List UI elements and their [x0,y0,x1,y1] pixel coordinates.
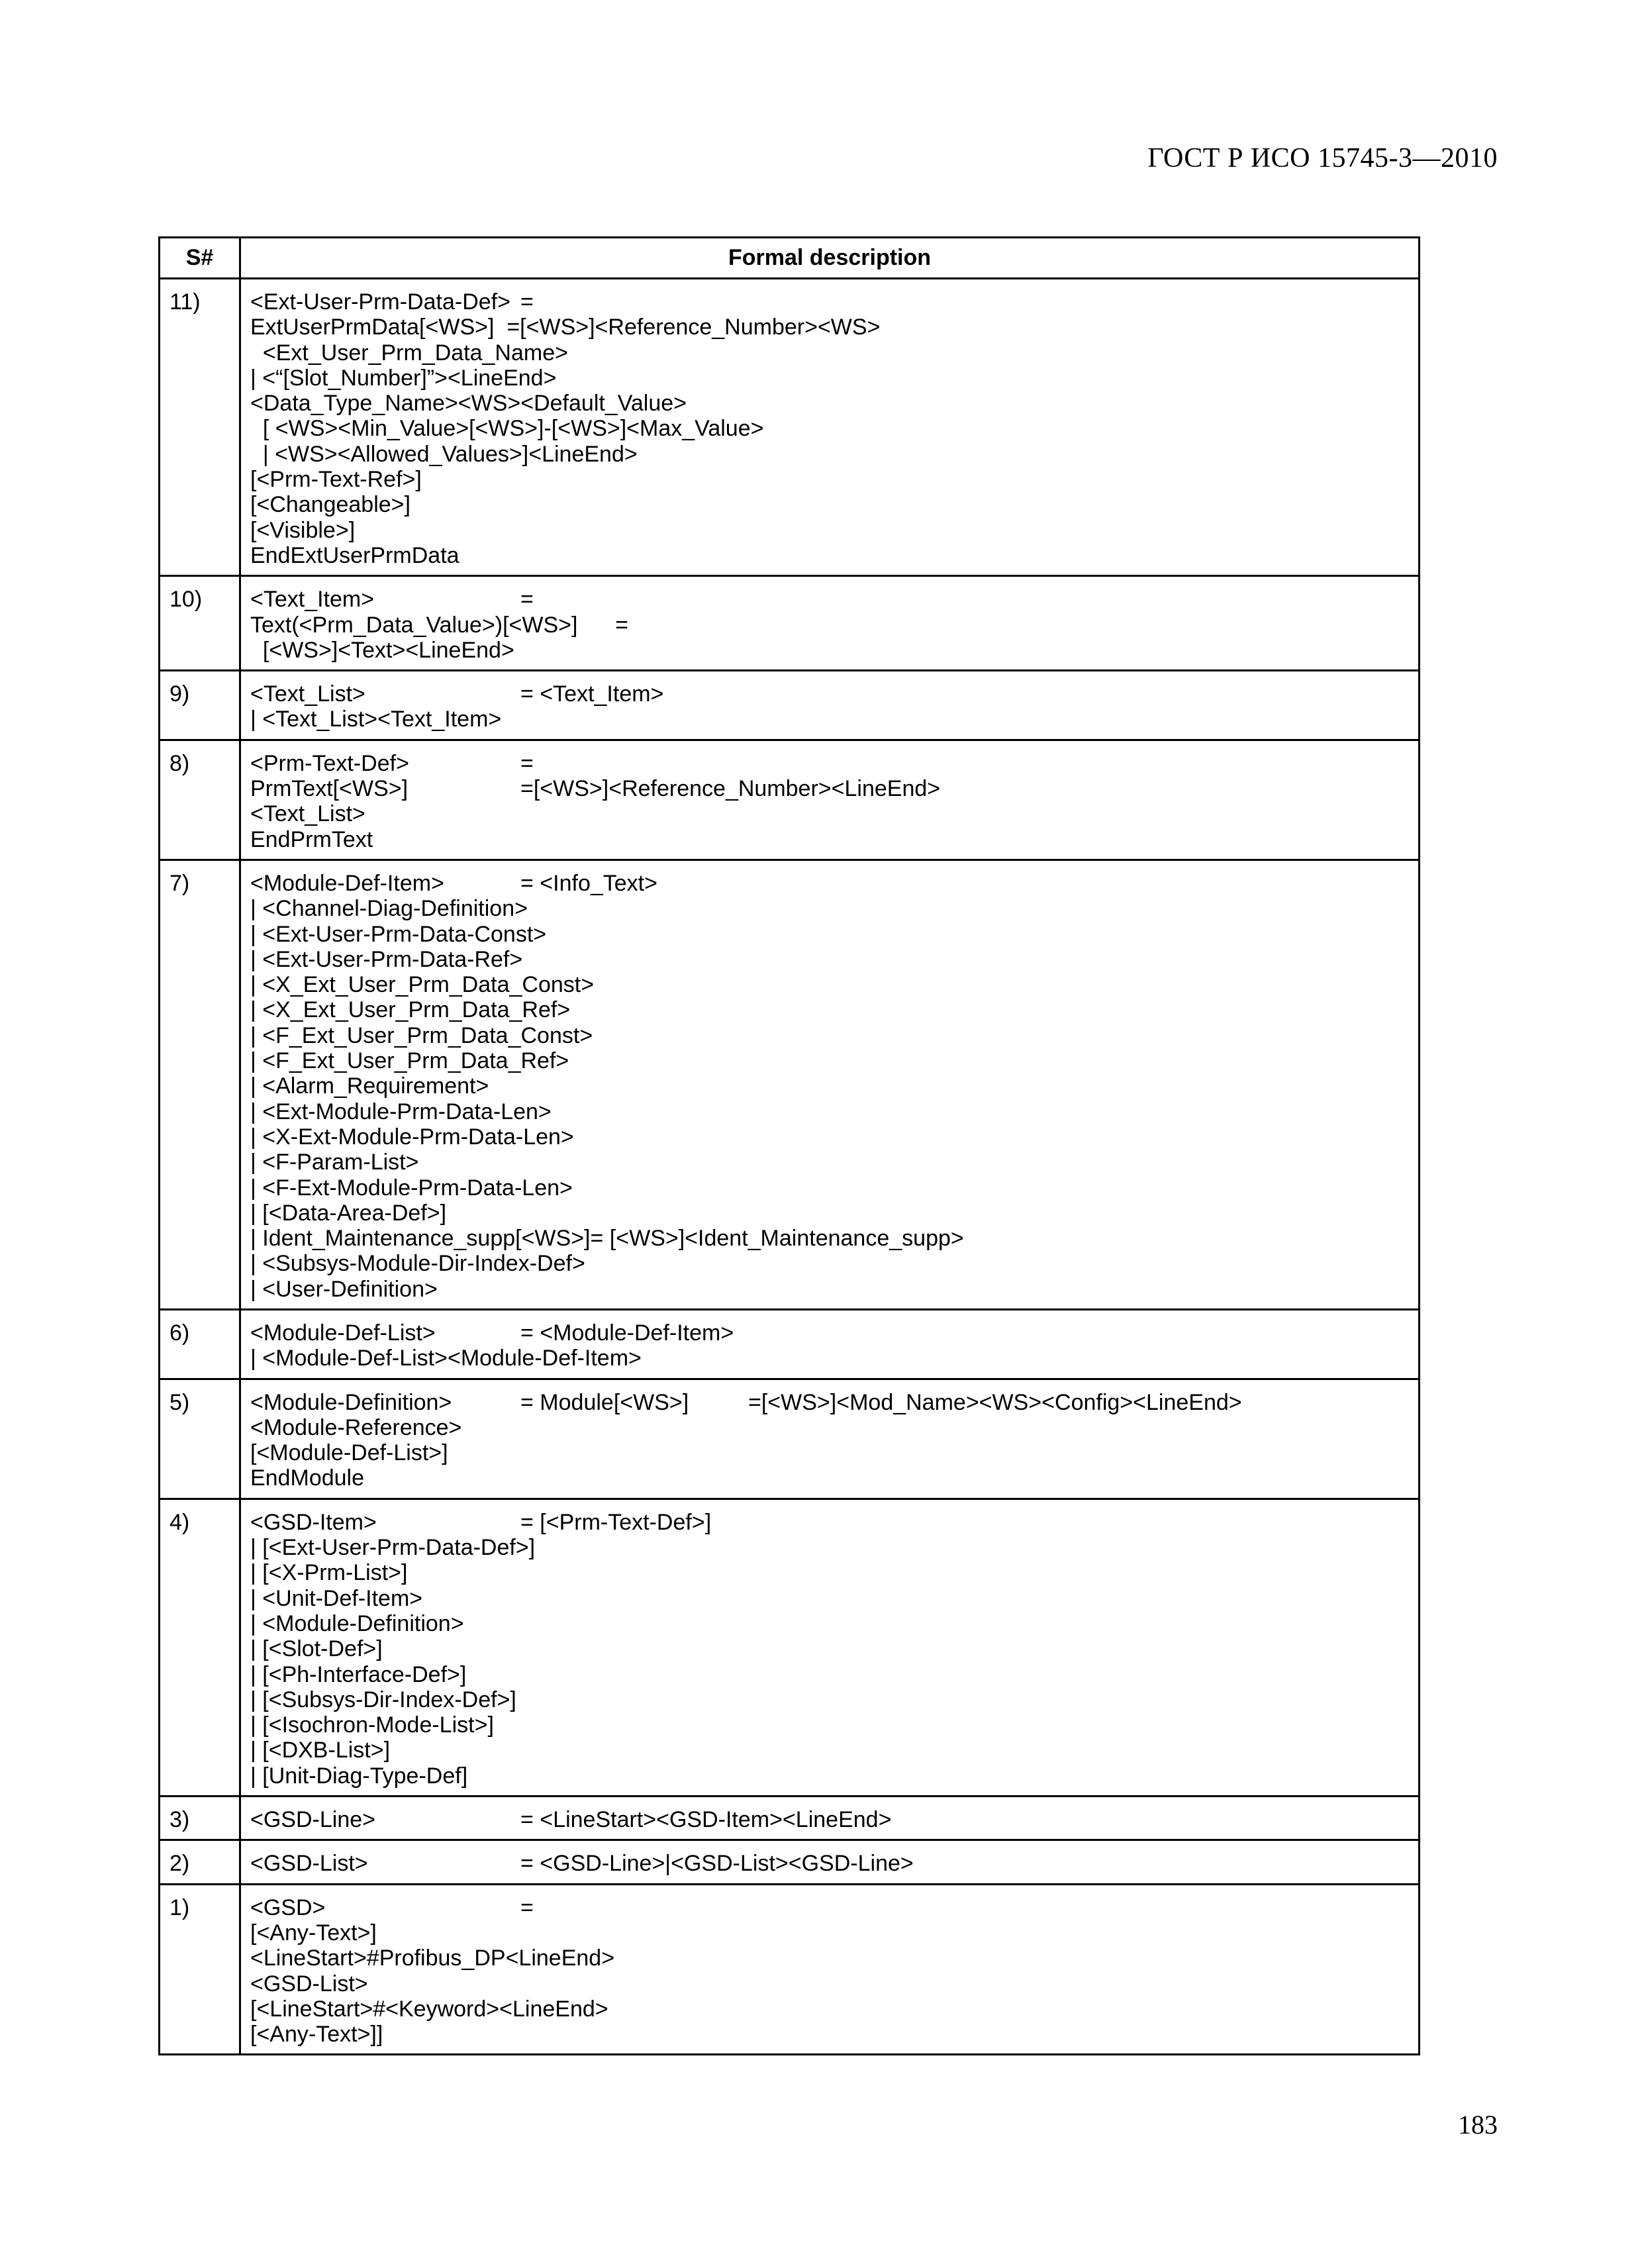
grammar-line [250,518,1410,543]
grammar-line [250,340,1410,366]
grammar-text: EndModule [250,1465,365,1491]
row-description [240,279,1420,576]
grammar-rhs-continued: =[<WS>]<Mod_Name><WS><Config><LineEnd> [748,1389,1242,1415]
row-number: 4) [160,1499,240,1796]
grammar-text: | <F_Ext_User_Prm_Data_Const> [250,1022,593,1048]
grammar-line [250,1175,1410,1201]
grammar-lhs: <Module-Def-Item> [250,870,444,896]
grammar-lhs: <Module-Definition> [250,1389,452,1415]
grammar-rhs: = <Module-Def-Item> [520,1320,734,1346]
grammar-lhs: PrmText[<WS>] [250,776,409,802]
grammar-text: | Ident_Maintenance_supp[<WS>]= [<WS>]<Ident_Maintenance_supp> [250,1226,964,1252]
grammar-line [250,801,1410,826]
grammar-text: | <Channel-Diag-Definition> [250,896,528,922]
grammar-lhs: <Ext-User-Prm-Data-Def> [250,289,510,315]
table-row [160,1797,1420,1840]
table-row [160,1840,1420,1884]
grammar-line [250,1277,1410,1302]
grammar-text: | [<Ext-User-Prm-Data-Def>] [250,1535,536,1561]
row-number: 10) [160,576,240,671]
table-header-row [160,238,1420,279]
grammar-lhs: <GSD-Line> [250,1807,375,1833]
grammar-text: | [<Ph-Interface-Def>] [250,1661,467,1687]
grammar-line [250,681,1410,707]
grammar-rhs: = <GSD-Line>|<GSD-List><GSD-Line> [520,1851,914,1877]
grammar-text: <LineStart>#Profibus_DP<LineEnd> [250,1946,615,1971]
table-row [160,576,1420,671]
grammar-line [250,997,1410,1022]
grammar-rhs: = [<Prm-Text-Def>] [520,1509,712,1535]
row-description [240,860,1420,1309]
table-row [160,1499,1420,1796]
grammar-text: | [Unit-Diag-Type-Def] [250,1763,468,1789]
grammar-line [250,587,1410,612]
grammar-rhs: = <LineStart><GSD-Item><LineEnd> [520,1807,892,1833]
grammar-line [250,1851,1410,1876]
grammar-line [250,776,1410,801]
grammar-rhs: = Module[<WS>] [520,1389,689,1415]
grammar-rhs: = <Text_Item> [520,681,664,707]
row-number: 9) [160,671,240,740]
grammar-line [250,1895,1410,1920]
row-number: 7) [160,860,240,1309]
row-description [240,1884,1420,2055]
grammar-text: | <“[Slot_Number]”><LineEnd> [250,365,557,391]
grammar-line [250,1611,1410,1636]
grammar-rhs: = [520,750,534,776]
grammar-line [250,1763,1410,1789]
row-description [240,1797,1420,1840]
grammar-lhs: <Prm-Text-Def> [250,750,409,776]
grammar-line [250,613,1410,638]
grammar-line [250,827,1410,852]
grammar-text: EndPrmText [250,826,373,852]
grammar-text: [<WS>]<Text><LineEnd> [250,637,514,663]
grammar-line [250,1636,1410,1661]
grammar-text: | <Text_List><Text_Item> [250,707,502,732]
grammar-line [250,1440,1410,1465]
grammar-text: <Text_List> [250,801,365,827]
grammar-line [250,492,1410,517]
table-row [160,671,1420,740]
grammar-text: | <Unit-Def-Item> [250,1585,423,1611]
page-number: 183 [1458,2110,1498,2140]
grammar-text: | <F_Ext_User_Prm_Data_Ref> [250,1048,569,1074]
grammar-line [250,1662,1410,1687]
grammar-text: [<Prm-Text-Ref>] [250,467,422,493]
grammar-line [250,1073,1410,1099]
grammar-line [250,707,1410,732]
grammar-rhs: = [520,1895,534,1920]
grammar-text: | <Ext-User-Prm-Data-Const> [250,921,547,947]
grammar-text: | <F-Ext-Module-Prm-Data-Len> [250,1175,573,1201]
grammar-line [250,751,1410,776]
grammar-line [250,1251,1410,1276]
grammar-line [250,1415,1410,1440]
table-row [160,279,1420,576]
grammar-line [250,1712,1410,1738]
grammar-text: <Ext_User_Prm_Data_Name> [250,340,568,366]
grammar-line [250,467,1410,492]
grammar-line [250,1920,1410,1946]
column-header-number: S# [160,238,240,279]
grammar-line [250,1124,1410,1150]
grammar-line [250,1510,1410,1535]
row-number: 1) [160,1884,240,2055]
grammar-line [250,1560,1410,1585]
grammar-lhs: <Module-Def-List> [250,1320,436,1346]
table-row [160,860,1420,1309]
row-number: 11) [160,279,240,576]
row-number: 2) [160,1840,240,1884]
grammar-line [250,442,1410,467]
row-description [240,1499,1420,1796]
grammar-line [250,947,1410,972]
table-row [160,1379,1420,1499]
row-description [240,671,1420,740]
grammar-text: <Module-Reference> [250,1414,462,1440]
grammar-text: Text(<Prm_Data_Value>)[<WS>] = [250,612,629,638]
grammar-line [250,1738,1410,1763]
grammar-text: | [<Slot-Def>] [250,1636,383,1662]
grammar-line [250,1465,1410,1491]
grammar-text: [<LineStart>#<Keyword><LineEnd> [250,1996,608,2022]
grammar-text: | <WS><Allowed_Values>]<LineEnd> [250,441,638,467]
grammar-text: | <Subsys-Module-Dir-Index-Def> [250,1251,585,1277]
grammar-text: [<Changeable>] [250,492,410,518]
grammar-line [250,871,1410,896]
table-row [160,740,1420,860]
formal-description-table [158,236,1420,2055]
grammar-line [250,1023,1410,1048]
grammar-line [250,1320,1410,1346]
grammar-line [250,1201,1410,1226]
grammar-text: ExtUserPrmData[<WS>] =[<WS>]<Reference_Number><WS> [250,315,881,340]
grammar-lhs: <GSD-Item> [250,1509,377,1535]
row-number: 6) [160,1309,240,1379]
grammar-lhs: <Text_List> [250,681,365,707]
table-row [160,1884,1420,2055]
grammar-text: | <Module-Definition> [250,1610,464,1636]
grammar-text: | <Ext-User-Prm-Data-Ref> [250,946,523,972]
row-description [240,1309,1420,1379]
grammar-line [250,1807,1410,1832]
grammar-text: | [<Isochron-Mode-List>] [250,1712,494,1738]
row-description [240,1840,1420,1884]
grammar-text: [<Module-Def-List>] [250,1440,448,1466]
grammar-line [250,416,1410,441]
grammar-line [250,1390,1410,1415]
row-number: 5) [160,1379,240,1499]
grammar-rhs: = [520,587,534,613]
grammar-line [250,922,1410,947]
grammar-line [250,638,1410,663]
grammar-lhs: <Text_Item> [250,587,375,613]
grammar-text: [<Any-Text>]] [250,2022,383,2047]
grammar-text: [ <WS><Min_Value>[<WS>]-[<WS>]<Max_Value> [250,416,764,442]
grammar-line [250,972,1410,997]
grammar-text: | [<X-Prm-List>] [250,1560,408,1586]
grammar-text: | <X_Ext_User_Prm_Data_Ref> [250,997,571,1023]
grammar-line [250,289,1410,315]
row-description [240,740,1420,860]
grammar-text: | [<Subsys-Dir-Index-Def>] [250,1687,516,1712]
grammar-line [250,1150,1410,1175]
grammar-line [250,1971,1410,1997]
grammar-text: | <User-Definition> [250,1276,438,1302]
table-row [160,1309,1420,1379]
grammar-text: <Data_Type_Name><WS><Default_Value> [250,391,687,417]
grammar-line [250,1946,1410,1971]
grammar-text: | <X-Ext-Module-Prm-Data-Len> [250,1124,574,1150]
grammar-rhs: = <Info_Text> [520,870,657,896]
grammar-text: [<Visible>] [250,517,356,543]
grammar-rhs: = [520,289,534,315]
grammar-line [250,366,1410,391]
grammar-text: | <Ext-Module-Prm-Data-Len> [250,1099,552,1124]
column-header-description: Formal description [240,238,1420,279]
document-header: ГОСТ Р ИСО 15745-3—2010 [1147,143,1498,173]
grammar-lhs: <GSD-List> [250,1851,368,1877]
grammar-line [250,896,1410,921]
grammar-text: | <Module-Def-List><Module-Def-Item> [250,1346,642,1371]
grammar-text: | [<Data-Area-Def>] [250,1200,447,1226]
grammar-text: <GSD-List> [250,1971,368,1997]
grammar-text: [<Any-Text>] [250,1920,377,1946]
grammar-text: | <Alarm_Requirement> [250,1073,489,1099]
grammar-text: | <X_Ext_User_Prm_Data_Const> [250,972,595,998]
grammar-rhs: =[<WS>]<Reference_Number><LineEnd> [520,776,941,802]
row-description [240,576,1420,671]
row-number: 3) [160,1797,240,1840]
grammar-line [250,1099,1410,1124]
grammar-line [250,1997,1410,2022]
grammar-line [250,2022,1410,2047]
grammar-lhs: <GSD> [250,1895,326,1920]
grammar-line [250,1535,1410,1560]
grammar-line [250,1586,1410,1611]
grammar-line [250,1346,1410,1371]
grammar-text: EndExtUserPrmData [250,542,459,568]
grammar-line [250,391,1410,416]
grammar-text: | [<DXB-List>] [250,1738,391,1763]
row-description [240,1379,1420,1499]
grammar-line [250,315,1410,340]
grammar-line [250,1048,1410,1073]
grammar-line [250,1687,1410,1712]
row-number: 8) [160,740,240,860]
grammar-text: | <F-Param-List> [250,1150,419,1175]
grammar-line [250,1226,1410,1251]
grammar-line [250,543,1410,568]
